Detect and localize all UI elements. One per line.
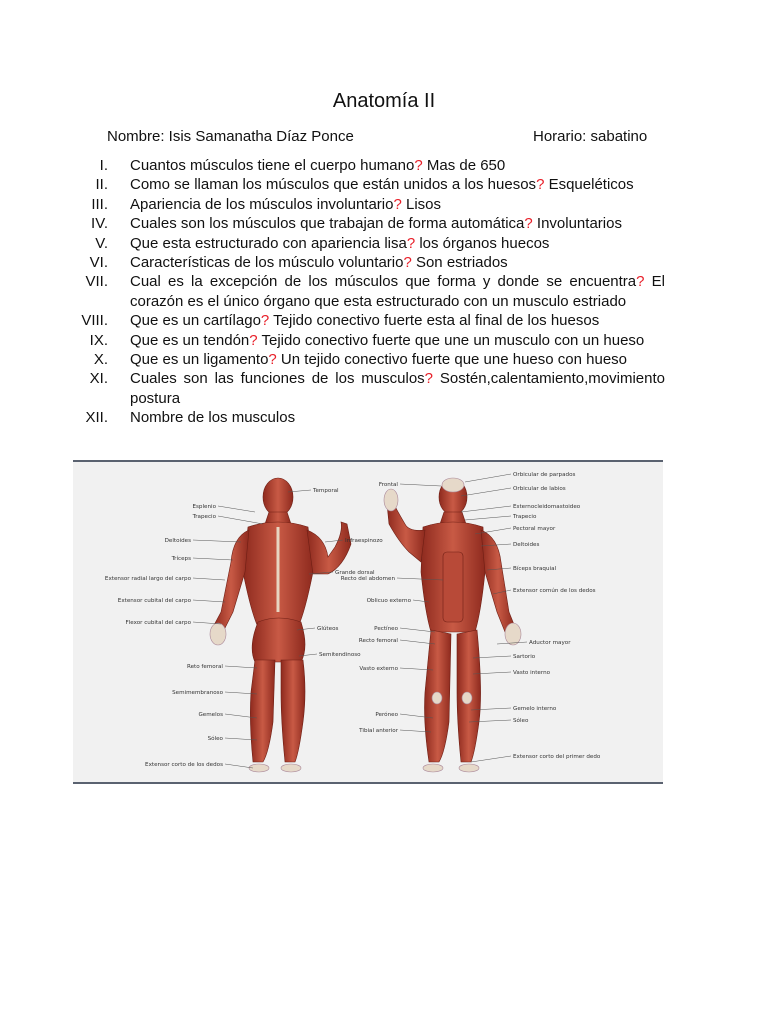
answer: Esqueléticos	[544, 176, 634, 194]
label-leader-line	[218, 506, 255, 512]
question-mark: ?	[393, 195, 402, 213]
muscle-label: Peróneo	[375, 712, 398, 718]
muscle-label: Reto femoral	[186, 664, 223, 670]
schedule: Horario: sabatino	[533, 128, 648, 145]
muscle-label: Sartorio	[513, 654, 536, 660]
question-item	[75, 214, 665, 233]
label-leader-line	[225, 666, 257, 668]
question: Cual es la excepción de los músculos que forma y donde se encuentra	[130, 273, 637, 291]
muscle-label: Pectoral mayor	[513, 526, 556, 532]
label-leader-line	[465, 516, 511, 520]
question-text	[130, 311, 665, 330]
question-number: II.	[95, 176, 108, 194]
answer: Mas de 650	[422, 157, 506, 174]
muscle-label: Flexor cubital del carpo	[125, 620, 191, 626]
answer: Involuntarios	[532, 215, 622, 233]
question-item	[75, 408, 665, 427]
muscle-label: Semimembranoso	[172, 690, 223, 696]
muscle-label: Vasto externo	[359, 666, 398, 672]
label-leader-line	[461, 488, 511, 496]
muscle-figure-svg	[73, 462, 663, 782]
muscle-label: Gemelo interno	[513, 706, 557, 712]
muscle-label: Extensor cubital del carpo	[117, 598, 191, 604]
question-text	[130, 369, 665, 408]
question-number: VI.	[89, 254, 108, 272]
question: Nombre de los musculos	[130, 409, 296, 427]
back-figure	[207, 478, 351, 772]
answer: Tejido conectivo fuerte esta al final de los huesos	[269, 312, 600, 330]
muscle-label: Extensor corto del primer dedo	[513, 754, 601, 760]
question-mark: ?	[249, 331, 258, 349]
question-list	[75, 156, 665, 428]
question-mark: ?	[260, 312, 270, 330]
question-item	[75, 253, 665, 272]
question: Cuales son los músculos que trabajan de forma automática	[130, 215, 525, 233]
label-leader-line	[465, 474, 511, 482]
answer: Un tejido conectivo fuerte que une hueso con hueso	[276, 351, 628, 369]
question-number: XII.	[85, 409, 108, 427]
question-item	[75, 156, 665, 175]
label-leader-line	[225, 764, 253, 768]
label-leader-line	[193, 558, 233, 560]
muscle-labels	[105, 472, 601, 768]
question: Que es un ligamento	[130, 351, 269, 369]
muscle-label: Tríceps	[171, 556, 191, 562]
question: Cuantos músculos tiene el cuerpo humano	[130, 157, 415, 174]
muscle-label: Infraespinozo	[345, 538, 383, 544]
question-mark: ?	[424, 370, 434, 388]
answer: El corazón es el único órgano que esta estructurado con un musculo estriado	[130, 273, 665, 310]
muscle-label: Trapecio	[513, 514, 537, 520]
question-text	[130, 272, 665, 311]
question: Que es un cartílago	[130, 312, 261, 330]
question-number: XI.	[89, 370, 108, 388]
question: Como se llaman los músculos que están unidos a los huesos	[130, 176, 537, 194]
question-mark: ?	[414, 157, 423, 174]
muscle-label: Sóleo	[513, 718, 529, 724]
student-name: Nombre: Isis Samanatha Díaz Ponce	[107, 128, 354, 145]
label-leader-line	[193, 540, 241, 542]
question-number: VIII.	[81, 312, 108, 330]
question-number: VII.	[85, 273, 108, 291]
question-number: IX.	[89, 331, 108, 349]
muscle-label: Temporal	[313, 488, 339, 494]
question-text	[130, 156, 665, 175]
label-leader-line	[193, 578, 225, 580]
document-title: Anatomía II	[332, 90, 436, 112]
muscle-label: Grande dorsal	[335, 570, 375, 576]
muscle-label: Orbicular de labios	[513, 486, 566, 492]
question-item	[75, 311, 665, 330]
muscle-label: Tibial anterior	[359, 728, 398, 734]
question-item	[75, 195, 665, 214]
question-number: I.	[99, 157, 108, 174]
question-text	[130, 175, 665, 194]
muscle-label: Bíceps braquial	[513, 566, 557, 572]
label-leader-line	[193, 600, 225, 602]
question-item	[75, 369, 665, 408]
question-item	[75, 350, 665, 369]
question: Cuales son las funciones de los musculos	[130, 370, 425, 388]
answer: los órganos huecos	[415, 234, 550, 252]
muscle-label: Trapecio	[192, 514, 216, 520]
label-leader-line	[461, 506, 511, 512]
muscle-label: Recto femoral	[358, 638, 398, 644]
question-item	[75, 175, 665, 194]
question: Apariencia de los músculos involuntario	[130, 195, 394, 213]
question-number: X.	[93, 351, 108, 369]
muscle-label: Oblicuo externo	[366, 598, 411, 604]
muscle-label: Vasto interno	[513, 670, 551, 676]
question-mark: ?	[268, 351, 277, 369]
question-item	[75, 234, 665, 253]
label-leader-line	[218, 516, 263, 524]
question: Que es un tendón	[130, 331, 250, 349]
question: Características de los músculo voluntario	[130, 254, 404, 272]
muscle-label: Sóleo	[207, 736, 223, 742]
question-number: III.	[91, 195, 108, 213]
muscle-label: Extensor corto de los dedos	[145, 762, 223, 768]
answer: Tejido conectivo fuerte que une un musculo con un hueso	[257, 331, 645, 349]
muscle-label: Esternocleidomastoideo	[513, 504, 581, 510]
question-mark: ?	[636, 273, 645, 291]
question-mark: ?	[536, 176, 545, 194]
question-number: IV.	[91, 215, 108, 233]
question-item	[75, 331, 665, 350]
muscle-label: Deltoides	[513, 542, 540, 548]
question-mark: ?	[406, 234, 416, 252]
question-text	[130, 253, 665, 272]
front-figure	[384, 478, 521, 772]
label-leader-line	[471, 756, 511, 762]
question-item	[75, 272, 665, 311]
question-text	[130, 408, 665, 427]
muscle-label: Gemelos	[198, 712, 223, 718]
label-leader-line	[400, 484, 441, 486]
answer: Son estriados	[411, 254, 508, 272]
question-text	[130, 234, 665, 253]
question-mark: ?	[403, 254, 412, 272]
muscle-label: Extensor radial largo del carpo	[104, 576, 191, 582]
muscle-label: Pectíneo	[374, 626, 398, 632]
question-text	[130, 195, 665, 214]
muscle-label: Aductor mayor	[529, 640, 571, 646]
muscle-label: Recto del abdomen	[340, 576, 395, 582]
muscle-label: Glúteos	[317, 626, 339, 632]
question-text	[130, 214, 665, 233]
muscle-label: Extensor común de los dedos	[513, 588, 596, 594]
question-mark: ?	[524, 215, 533, 233]
muscle-label: Frontal	[378, 482, 398, 488]
question-number: V.	[95, 234, 108, 252]
answer: Lisos	[401, 195, 442, 213]
muscle-label: Semitendinoso	[319, 652, 361, 658]
question-text	[130, 350, 665, 369]
muscle-label: Orbicular de parpados	[513, 472, 576, 478]
muscle-label: Esplenio	[192, 504, 216, 510]
answer: Sostén,calentamiento,movimiento postura	[130, 370, 665, 407]
question: Que esta estructurado con apariencia lisa	[130, 234, 407, 252]
muscle-diagram	[73, 460, 663, 784]
muscle-label: Deltoides	[164, 538, 191, 544]
question-text	[130, 331, 665, 350]
